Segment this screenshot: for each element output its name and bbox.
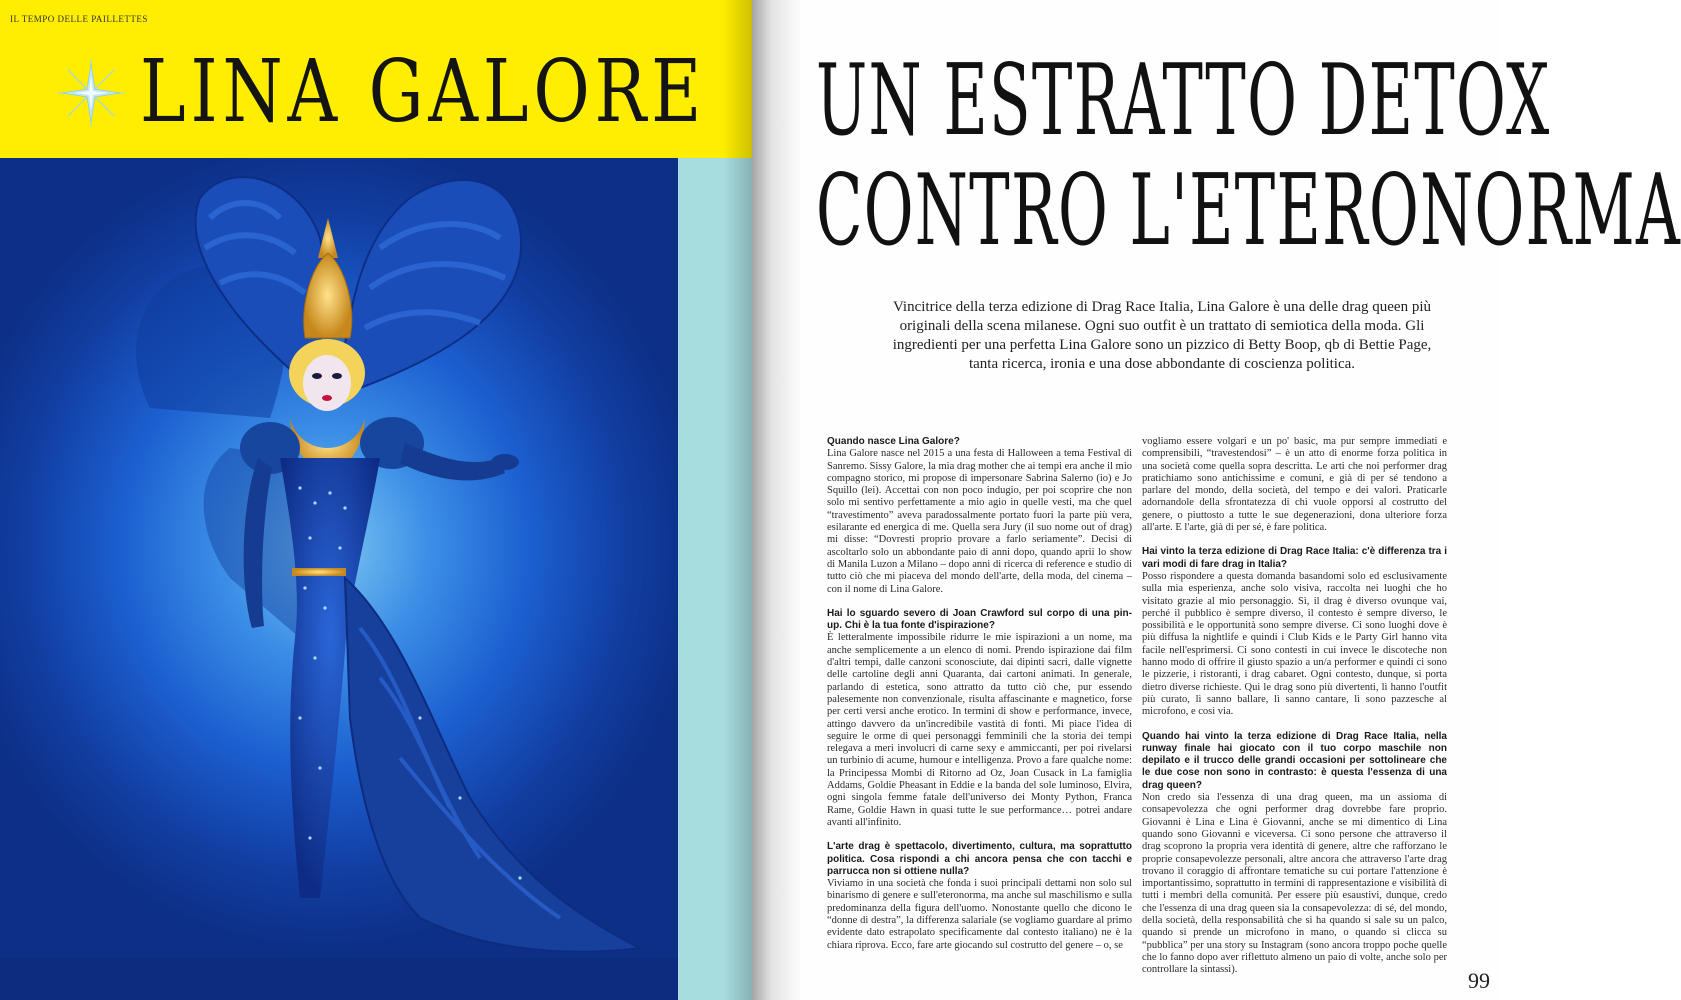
qa-block [827, 608, 1132, 829]
answer: Lina Galore nasce nel 2015 a una festa di Halloween a tema Festival di Sanremo. Sissy Galore, la mia drag mother che ai tempi era anche il mio compagno storico, mi propose di impersonare Sabrina Salerno (io) e Jo Squillo (lei). Accettai con non poco indugio, per poi scoprire che non solo mi sentivo perfettamente a mio agio in quelle vesti, ma che quel “travestimento” aveva paradossalmente portato fuori la parte più vera, esilarante ed energica di me. Quella sera Jury (il suo nome out of drag) mi disse: “Dovresti proprio provare a farlo seriamente”. Decisi di ascoltarlo solo un abbondante paio di anni dopo, quando aprii lo show di Manila Luzon a Milano – dopo anni di ricerca di reference e studio di tutto ciò che mi piaceva del mondo dell'arte, della moda, del cinema – con il nome di Lina Galore. [827, 448, 1132, 595]
drag-queen-illustration [0, 158, 678, 1000]
page-title: LINA GALORE [140, 42, 707, 142]
headline-line-2: CONTRO L'ETERONORMA [816, 154, 1681, 268]
article-intro: Vincitrice della terza edizione di Drag Race Italia, Lina Galore è una delle drag queen più originali della scena milanese. Ogni suo outfit è un trattato di semiotica della moda. Gli ingredienti per una perfetta Lina Galore sono un pizzico di Betty Boop, qb di Bettie Page, tanta ricerca, ironia e una dose abbondante di coscienza politica. [892, 299, 1432, 372]
qa-block [827, 841, 1132, 952]
section-label: IL TEMPO DELLE PAILLETTES [10, 14, 148, 24]
left-page [0, 0, 752, 1000]
qa-block [827, 436, 1132, 596]
answer: È letteralmente impossibile ridurre le mie ispirazioni a un nome, ma anche semplicemente a un elenco di nomi. Prendo ispirazione dai film d'altri tempi, dalle canzoni sconosciute, dai dipinti sacri, dalle vignette delle cartoline degli anni Quaranta, dai cartoni animati. In generale, parlando di estetica, sono attratto da tutto ciò che, pur essendo palesemente non convenzionale, risulta affascinante e magnetico, forse per certi versi anche erotico. In termini di show e performance, invece, attingo davvero da un'incredibile vastità di fonti. Mi piace l'idea di seguire le orme di quei personaggi femminili che la storia dei tempi relegava a meri involucri di carne sexy e ammiccanti, per poi rivelarsi un turbinio di acume, humour e intelligenza. Provo a fare qualche nome: la Principessa Mombi di Ritorno ad Oz, Joan Cusack in La famiglia Addams, Goldie Pheasant in Eddie e la banda del sole luminoso, Elvira, ogni singola femme fatale dell'universo dei Monty Python, Franca Rame, Goldie Hawn in quasi tutte le sue performance… potrei andare avanti all'infinito. [827, 632, 1132, 828]
question: Quando hai vinto la terza edizione di Drag Race Italia, nella runway finale hai giocato con il tuo corpo maschile non depilato e il trucco delle grandi occasioni per sottolineare che le due cose non sono in contrasto: è questa l'essenza di una drag queen? [1142, 730, 1447, 791]
answer: Viviamo in una società che fonda i suoi principali dettami non solo sul binarismo di genere e sull'eteronorma, ma anche sul maschilismo e sulla predominanza della figura dell'uomo. Nonostante quello che dicono le “donne di destra”, la differenza salariale (se vogliamo guardare al primo evidente dato estrapolato specificamente dal contesto italiano) ne è la chiara riprova. Ecco, fare arte giocando sul costrutto del genere – o, se [827, 878, 1132, 951]
article-headline [816, 44, 1681, 268]
qa-block [1142, 546, 1447, 718]
star-icon [56, 58, 126, 128]
qa-block [1142, 731, 1447, 977]
qa-block [1142, 436, 1447, 534]
question: L'arte drag è spettacolo, divertimento, cultura, ma soprattutto politica. Cosa rispondi a chi ancora pensa che con tacchi e parrucca non si ottiene nulla? [827, 841, 1132, 877]
cover-photo [0, 158, 678, 1000]
text-column-right [1142, 436, 1447, 988]
gutter-shadow [752, 0, 802, 1000]
right-page [752, 0, 1681, 1000]
page-number: 99 [1468, 968, 1490, 993]
answer: Posso rispondere a questa domanda basandomi solo ed esclusivamente sulla mia esperienza, anche solo visiva, raccolta nei luoghi che ho visitato grazie al mio personaggio. Sì, il drag è diverso ovunque vai, perché il pubblico è sempre diverso, il contesto è sempre diverso, le possibilità e le opportunità sono sempre diverse. Ci sono luoghi dove è più diffusa la nightlife e quindi i Club Kids e le Party Girl hanno vita facile nell'esprimersi. Ci sono contesti in cui invece le discoteche non hanno modo di offrire il giusto spazio a un/a performer e quindi ci sono le pizzerie, i ristoranti, i drag cabaret. Ogni contesto, dunque, si porta dietro diverse richieste. Qui le drag sono più divertenti, lì hanno l'outfit più curato, lì sanno ballare, lì sanno cantare, lì sono pazzesche al microfono, e così via. [1142, 570, 1447, 718]
headline-line-1: UN ESTRATTO DETOX [816, 44, 1551, 158]
question: Quando nasce Lina Galore? [827, 436, 960, 447]
answer: Non credo sia l'essenza di una drag queen, ma un assioma di consapevolezza che ogni performer drag dovrebbe fare proprio. Giovanni è Lina e Lina è Giovanni, anche se mi dimentico di Lina quando sono Giovanni e viceversa. Ci sono persone che attraverso il drag scoprono la propria vera identità di genere, altre che rafforzano le proprie consapevolezze personali, altre ancora che attraverso l'arte drag trovano il coraggio di affrontare tematiche su cui portare l'attenzione è importantissimo, soprattutto in termini di rappresentazione e visibilità di tutti i membri della comunità. Per essere più esaustivi, dunque, credo che l'essenza di una drag queen sia la consapevolezza: di sé, del mondo, della società, della responsabilità che si ha quando si sale su un palco, quando si prende un microfono in mano, o quando si clicca su “pubblica” per una story su Instagram (sono ancora troppo poche quelle che lo fanno dopo aver riflettuto almeno un paio di volte, anche solo per controllare la sintassi). [1142, 792, 1447, 976]
answer: vogliamo essere volgari e un po' basic, ma pur sempre immediati e comprensibili, “travestendosi” – è un atto di enorme forza politica in una società come quella sopra descritta. Le arti che noi performer drag pratichiamo sono antichissime e comuni, e già di per sé tendono a parlare del mondo, della società, del tempo e dei valori. Praticarle adornandole della sfrontatezza di chi vuole opporsi al costrutto del genere, o piuttosto a tutte le sue degenerazioni, dona ulteriore forza all'arte. E l'arte, già di per sé, è fare politica. [1142, 436, 1447, 534]
question: Hai vinto la terza edizione di Drag Race Italia: c'è differenza tra i vari modi di fare drag in Italia? [1142, 546, 1447, 570]
text-column-left [827, 436, 1132, 964]
question: Hai lo sguardo severo di Joan Crawford sul corpo di una pin-up. Chi è la tua fonte d'ispirazione? [827, 607, 1132, 632]
